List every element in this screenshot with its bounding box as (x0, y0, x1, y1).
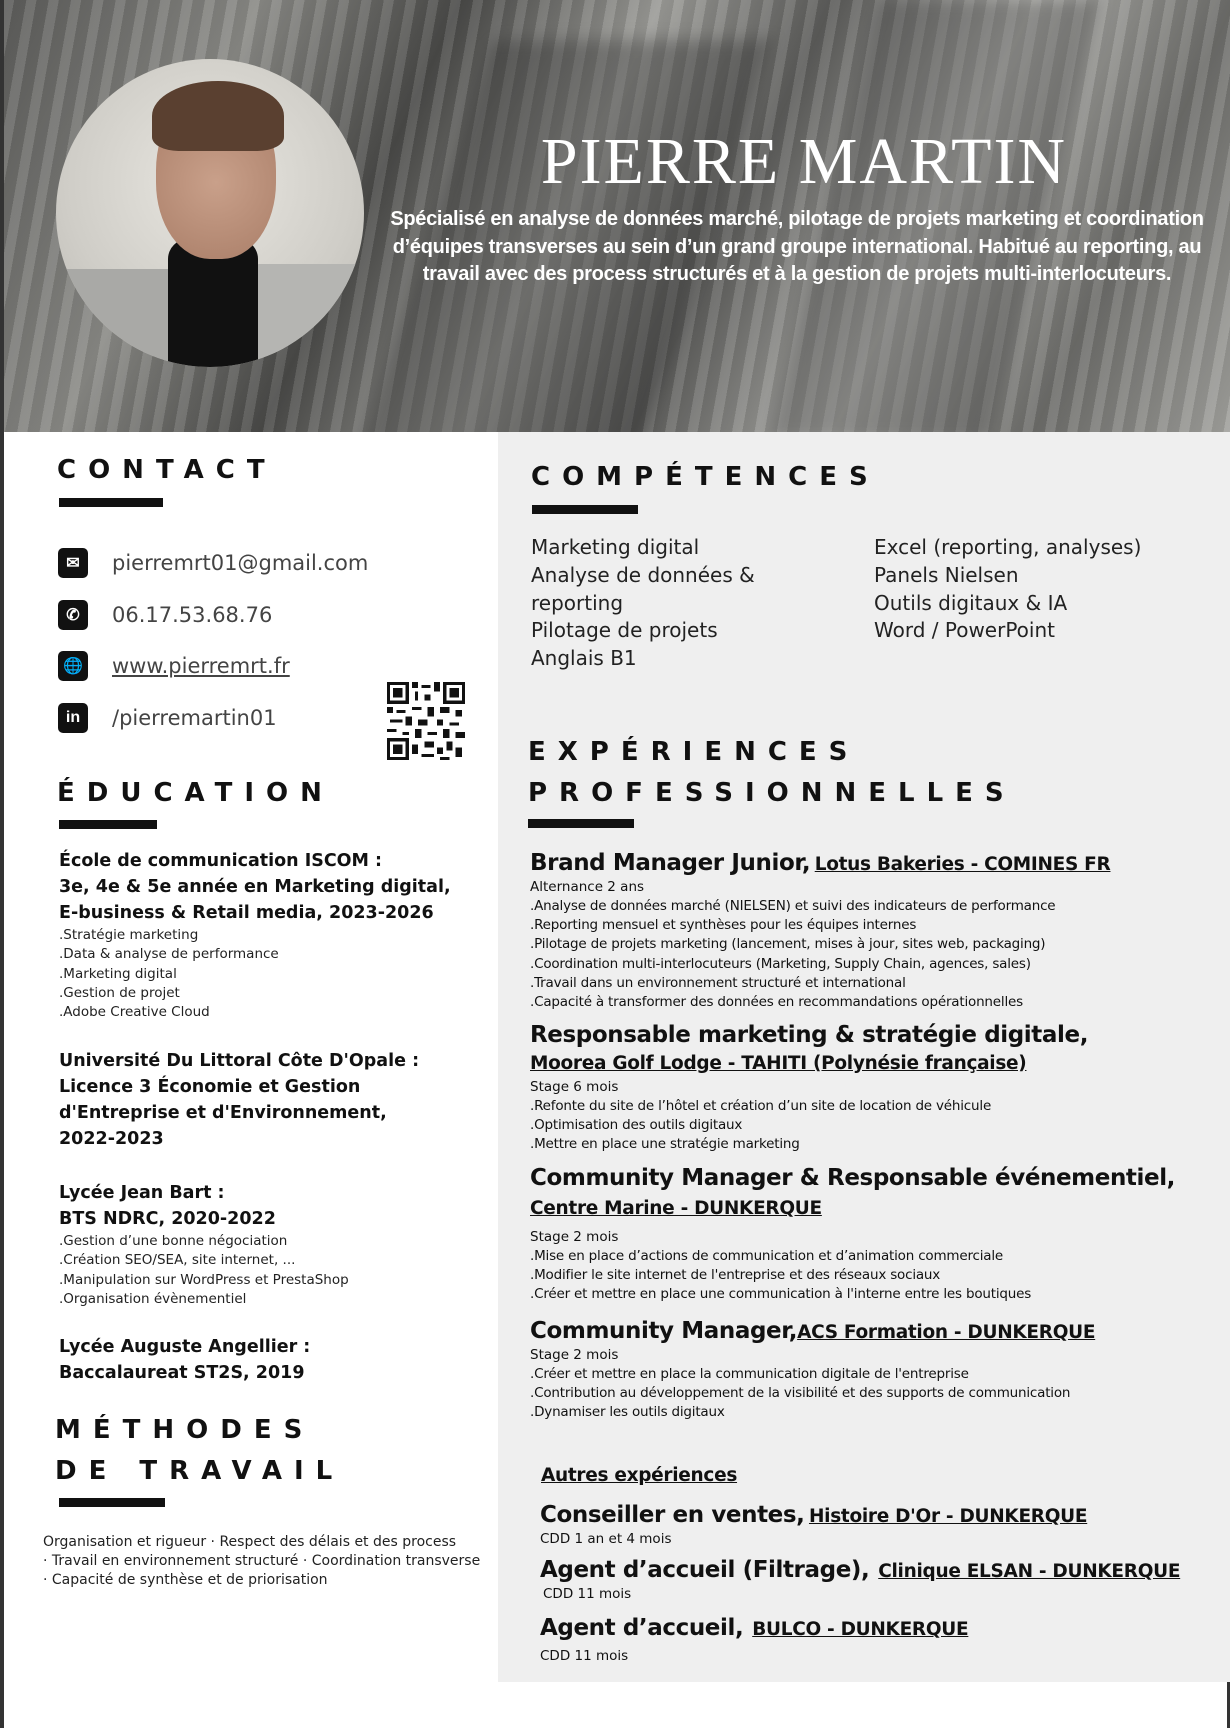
education-entry: Lycée Auguste Angellier : Baccalaureat ST2S, 2019 (59, 1337, 311, 1383)
company-link[interactable]: Moorea Golf Lodge - TAHITI (Polynésie française) (530, 1053, 1027, 1074)
profile-summary: Spécialisé en analyse de données marché, pilotage de projets marketing et coordination d’équipes transverses au sein d’un grand groupe international. Habitué au reporting, au travail avec des process structurés et à la gestion de projets multi-interlocuteurs. (390, 208, 1204, 285)
education-title: ÉDUCATION (57, 778, 334, 808)
skills-title: COMPÉTENCES (531, 462, 880, 492)
job-entry: Brand Manager Junior, Lotus Bakeries - COMINES FR Alternance 2 ans .Analyse de données marché (NIELSEN) et suivi des indicateurs de performance .Reporting mensuel et synthèses pour les équipes internes .Pilotage de projets marketing (lancement, mises à jour, sites web, packaging) .Coordination multi-interlocuteurs (Marketing, Supply Chain, agences, sales) .Travail dans un environnement structuré et international .Capacité à transformer des données en recommandations opérationnelles (530, 850, 1111, 1011)
skill-item: Outils digitaux & IA (874, 590, 1068, 615)
skill-item: Anglais B1 (531, 646, 637, 671)
other-job-entry: Conseiller en ventes, Histoire D'Or - DUNKERQUE CDD 1 an et 4 mois (540, 1502, 1088, 1547)
candidate-name: PIERRE MARTIN (540, 125, 1068, 198)
other-job-entry: Agent d’accueil, BULCO - DUNKERQUE CDD 11 mois (540, 1615, 969, 1664)
company-link[interactable]: Centre Marine - DUNKERQUE (530, 1198, 822, 1219)
globe-icon: 🌐 (58, 651, 88, 681)
methods-title-bar (59, 1498, 165, 1507)
linkedin-text[interactable]: /pierremartin01 (112, 706, 277, 730)
experience-title-bar (528, 819, 634, 828)
phone-icon: ✆ (58, 600, 88, 630)
email-icon: ✉ (58, 548, 88, 578)
contact-title: CONTACT (57, 455, 277, 485)
job-title: Community Manager, (530, 1318, 798, 1344)
skill-item: Word / PowerPoint (874, 618, 1055, 643)
company-link[interactable]: Clinique ELSAN - DUNKERQUE (878, 1561, 1181, 1582)
linkedin-icon: in (58, 703, 88, 733)
experience-title-line2: PROFESSIONNELLES (528, 778, 1016, 808)
methods-title-line2: DE TRAVAIL (55, 1456, 345, 1486)
contact-title-bar (59, 498, 163, 507)
education-entry: École de communication ISCOM : 3e, 4e & 5e année en Marketing digital, E-business & Retail media, 2023-2026 .Stratégie marketing .Data & analyse de performance .Marketing digital .Gestion de projet .Adobe Creative Cloud (59, 851, 451, 1021)
education-entry: Université Du Littoral Côte D'Opale : Licence 3 Économie et Gestion d'Entreprise et d'Environnement, 2022-2023 (59, 1051, 420, 1149)
contact-linkedin[interactable] (58, 703, 277, 733)
methods-title-line1: MÉTHODES (55, 1415, 315, 1445)
contact-phone[interactable] (58, 600, 272, 630)
email-text[interactable]: pierremrt01@gmail.com (112, 551, 369, 575)
job-entry: Community Manager & Responsable événementiel, Centre Marine - DUNKERQUE Stage 2 mois .Mise en place d’actions de communication et d’animation commerciale .Modifier le site internet de l'entreprise et des réseaux sociaux .Créer et mettre en place une communication à l'interne entre les boutiques (530, 1163, 1220, 1305)
skills-column-2 (874, 534, 1141, 645)
contact-website[interactable] (58, 651, 290, 681)
qr-code[interactable] (387, 682, 465, 760)
skills-column-1 (531, 534, 755, 673)
company-link[interactable]: ACS Formation - DUNKERQUE (797, 1322, 1096, 1343)
phone-text[interactable]: 06.17.53.68.76 (112, 603, 273, 627)
other-job-entry: Agent d’accueil (Filtrage), Clinique ELSAN - DUNKERQUE CDD 11 mois (540, 1557, 1181, 1602)
job-title: Agent d’accueil (Filtrage), (540, 1557, 870, 1583)
company-link[interactable]: BULCO - DUNKERQUE (752, 1619, 969, 1640)
job-title: Conseiller en ventes, (540, 1502, 805, 1528)
profile-photo (56, 59, 364, 367)
other-experiences-title: Autres expériences (541, 1465, 738, 1486)
education-title-bar (59, 820, 157, 829)
company-link[interactable]: Histoire D'Or - DUNKERQUE (808, 1506, 1088, 1527)
job-title: Agent d’accueil, (540, 1615, 744, 1641)
job-title: Responsable marketing & stratégie digitale, (530, 1022, 1089, 1048)
contact-email[interactable] (58, 548, 368, 578)
header-banner (4, 0, 1230, 432)
skill-item: Marketing digital (531, 535, 700, 559)
job-entry: Responsable marketing & stratégie digitale, Moorea Golf Lodge - TAHITI (Polynésie française) Stage 6 mois .Refonte du site de l’hôtel et création d’un site de location de véhicule .Optimisation des outils digitaux .Mettre en place une stratégie marketing (530, 1020, 1220, 1155)
methods-list: Organisation et rigueur · Respect des délais et des process · Travail en environnement structuré · Coordination transverse · Capacité de synthèse et de priorisation (43, 1534, 481, 1588)
job-title: Brand Manager Junior, (530, 850, 811, 876)
website-link[interactable]: www.pierremrt.fr (112, 654, 290, 678)
skill-item: Excel (reporting, analyses) (874, 535, 1142, 559)
skill-item: Pilotage de projets (531, 618, 718, 643)
skill-item: Panels Nielsen (874, 562, 1019, 587)
skills-title-bar (532, 505, 638, 514)
skill-item: Analyse de données & (531, 562, 755, 587)
job-title: Community Manager & Responsable événementiel, (530, 1165, 1176, 1191)
skill-item: reporting (531, 590, 624, 615)
education-entry: Lycée Jean Bart : BTS NDRC, 2020-2022 .Gestion d’une bonne négociation .Création SEO/SEA, site internet, ... .Manipulation sur WordPress et PrestaShop .Organisation évènementiel (59, 1183, 349, 1307)
job-entry: Community Manager,ACS Formation - DUNKERQUE Stage 2 mois .Créer et mettre en place la communication digitale de l'entreprise .Contribution au développement de la visibilité et des supports de communication .Dynamiser les outils digitaux (530, 1318, 1096, 1421)
experience-title-line1: EXPÉRIENCES (528, 737, 860, 767)
company-link[interactable]: Lotus Bakeries - COMINES FR (814, 854, 1111, 875)
